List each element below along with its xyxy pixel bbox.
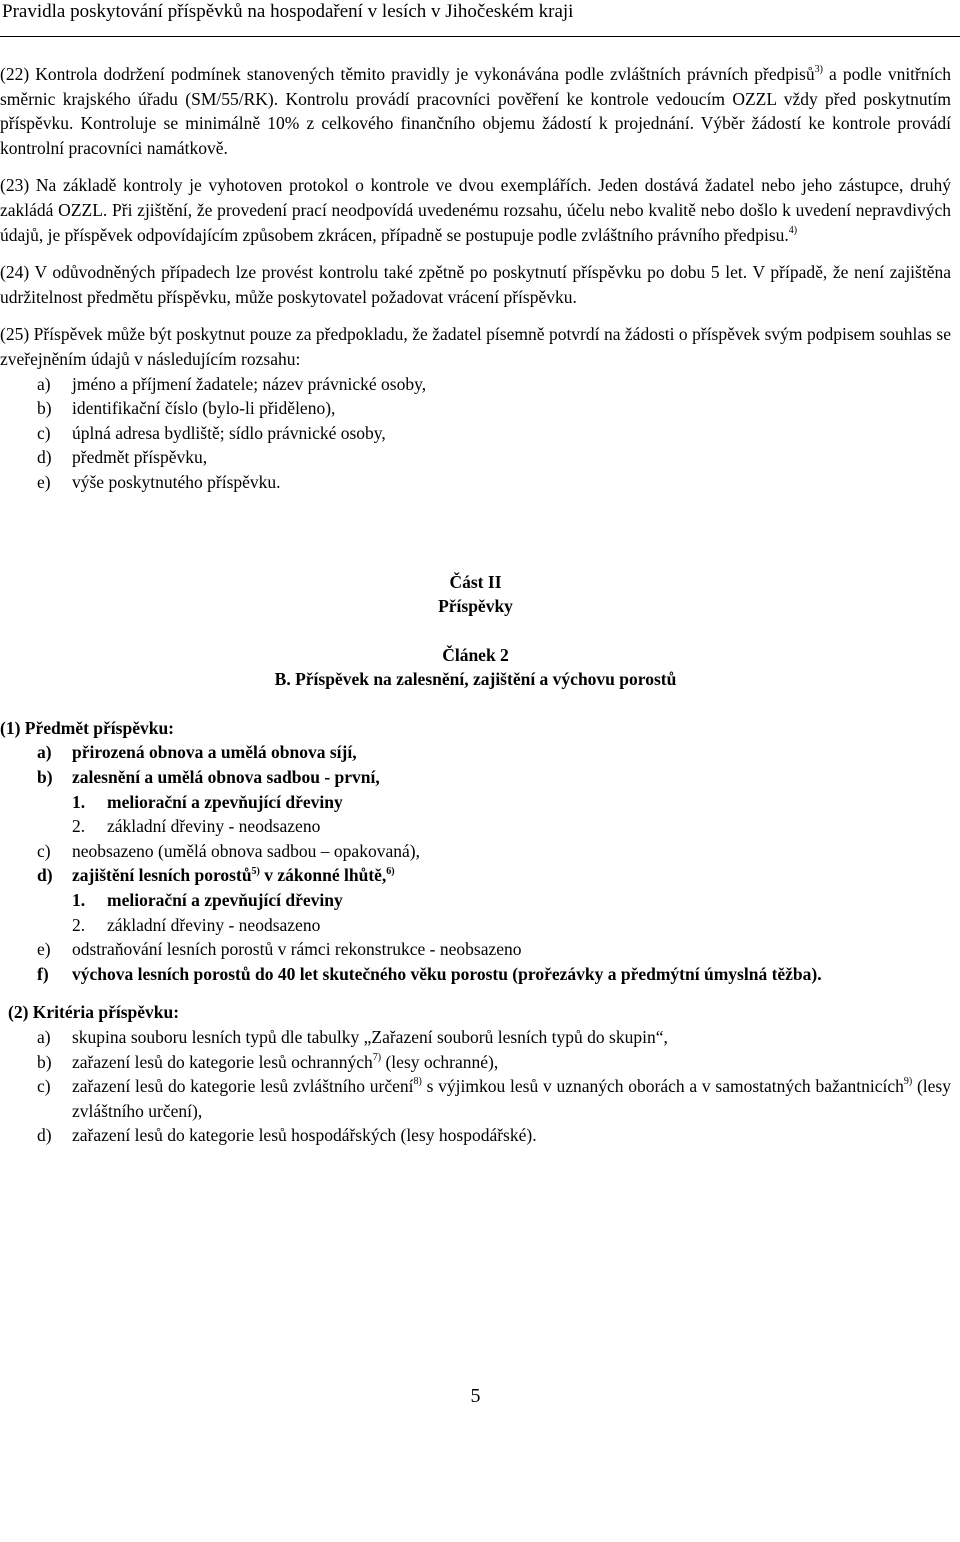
footnote-ref-3: 3)	[814, 64, 823, 76]
list-item-text: předmět příspěvku,	[72, 447, 208, 468]
list-item-label: d)	[37, 865, 53, 886]
document-body	[0, 62, 951, 1407]
sub-list-item	[0, 888, 951, 913]
list-item-label: c)	[37, 422, 51, 443]
paragraph-22-text-2: a podle vnitřních směrnic krajského úřadu (SM/55/RK). Kontrolu provádí pracovníci pověření ke kontrole vedoucím OZZL vždy před poskytnutím příspěvku. Kontroluje se minimálně 10% z celkového finančního objemu žádostí k projednání. Výběr žádostí ke kontrole provádí kontrolní pracovníci namátkově.	[0, 64, 951, 158]
list-item-text: přirozená obnova a umělá obnova síjí,	[72, 742, 357, 763]
list-item	[0, 470, 951, 495]
list-item-label: a)	[37, 1027, 51, 1047]
list-item	[0, 962, 951, 987]
list-item-text: výchova lesních porostů do 40 let skutečného věku porostu (prořezávky a předmýtní úmyslná těžba).	[72, 963, 822, 984]
subject-heading: (1) Předmět příspěvku:	[0, 717, 175, 738]
list-item	[0, 421, 951, 446]
consent-list	[0, 372, 951, 495]
list-item-label: 2.	[72, 914, 86, 935]
list-item	[0, 863, 951, 888]
list-item-text: odstraňování lesních porostů v rámci rekonstrukce - neobsazeno	[72, 939, 522, 960]
sub-list-item	[0, 814, 951, 839]
paragraph-23	[0, 173, 951, 247]
paragraph-24: (24) V odůvodněných případech lze provést kontrolu také zpětně po poskytnutí příspěvku po dobu 5 let. V případě, že není zajištěna udržitelnost předmětu příspěvku, může poskytovatel požadovat vrácení příspěvku.	[0, 262, 951, 307]
part-heading: Část II	[449, 571, 502, 592]
list-item-text: (lesy zvláštního určení),	[72, 1076, 951, 1121]
page-number: 5	[470, 1385, 481, 1407]
footnote-ref-5: 5)	[251, 865, 260, 877]
page-header	[0, 0, 960, 37]
list-item-label: d)	[37, 1125, 52, 1146]
list-item-text: zařazení lesů do kategorie lesů hospodářských (lesy hospodářské).	[72, 1125, 537, 1146]
list-item	[0, 937, 951, 962]
footnote-ref-4: 4)	[788, 224, 798, 236]
list-item	[0, 396, 951, 421]
list-item-label: a)	[37, 742, 52, 763]
list-item-label: 1.	[72, 890, 86, 911]
article-title: B. Příspěvek na zalesnění, zajištění a výchovu porostů	[274, 669, 677, 690]
list-item-label: e)	[37, 471, 51, 492]
list-item-text: identifikační číslo (bylo-li přiděleno),	[72, 398, 336, 419]
criteria-heading: (2) Kritéria příspěvku:	[8, 1002, 180, 1023]
list-item	[0, 765, 951, 790]
list-item-label: c)	[37, 840, 51, 861]
list-item	[0, 445, 951, 470]
list-item-text: meliorační a zpevňující dřeviny	[107, 791, 343, 812]
list-item-text: meliorační a zpevňující dřeviny	[107, 890, 343, 911]
sub-list-item	[0, 913, 951, 938]
list-item-label: f)	[37, 963, 49, 984]
list-item-label: e)	[37, 939, 51, 960]
footnote-ref-8: 8)	[413, 1076, 422, 1088]
footnote-ref-7: 7)	[372, 1051, 382, 1063]
list-item-label: 2.	[72, 816, 86, 837]
list-item-text: skupina souboru lesních typů dle tabulky „Zařazení souborů lesních typů do skupin“,	[72, 1027, 668, 1047]
list-item-label: 1.	[72, 791, 86, 812]
list-item-text: neobsazeno (umělá obnova sadbou – opakovaná),	[72, 840, 420, 861]
list-item	[0, 1050, 951, 1075]
list-item	[0, 1025, 951, 1050]
article-heading: Článek 2	[442, 644, 509, 665]
list-item-text: úplná adresa bydliště; sídlo právnické osoby,	[72, 422, 386, 443]
list-item-text: zařazení lesů do kategorie lesů zvláštního určení	[72, 1076, 414, 1097]
list-item-label: c)	[37, 1076, 51, 1097]
paragraph-22	[0, 62, 951, 160]
list-item-label: a)	[37, 373, 51, 394]
list-item-text: výše poskytnutého příspěvku.	[72, 471, 281, 492]
list-item-text: s výjimkou lesů v uznaných oborách a v samostatných bažantnicích	[421, 1076, 904, 1097]
footnote-ref-9: 9)	[903, 1076, 913, 1088]
list-item-text: jméno a příjmení žadatele; název právnické osoby,	[72, 373, 427, 394]
list-item-text: (lesy ochranné),	[381, 1051, 499, 1072]
list-item-text: základní dřeviny - neodsazeno	[107, 914, 321, 935]
list-item	[0, 839, 951, 864]
part-title: Příspěvky	[438, 596, 513, 617]
list-item-text: zalesnění a umělá obnova sadbou - první,	[72, 767, 380, 788]
list-item	[0, 1123, 951, 1148]
header-title: Pravidla poskytování příspěvků na hospodaření v lesích v Jihočeském kraji	[2, 1, 574, 22]
list-item	[0, 740, 951, 765]
list-item-label: d)	[37, 447, 52, 468]
list-item	[0, 372, 951, 397]
list-item	[0, 1074, 951, 1123]
list-item-text: zajištění lesních porostů	[72, 865, 252, 886]
list-item-text: základní dřeviny - neodsazeno	[107, 816, 321, 837]
footnote-ref-6: 6)	[386, 865, 395, 877]
list-item-label: b)	[37, 398, 52, 419]
list-item-text: zařazení lesů do kategorie lesů ochranných	[72, 1051, 373, 1072]
paragraph-25: (25) Příspěvek může být poskytnut pouze za předpokladu, že žadatel písemně potvrdí na žádosti o příspěvek svým podpisem souhlas se zveřejněním údajů v následujícím rozsahu:	[0, 324, 951, 369]
paragraph-23-text: (23) Na základě kontroly je vyhotoven protokol o kontrole ve dvou exemplářích. Jeden dostává žadatel nebo jeho zástupce, druhý zakládá OZZL. Při zjištění, že provedení prací neodpovídá uvedenému rozsahu, účelu nebo kvalitě nebo došlo k uvedení nepravdivých údajů, je příspěvek odpovídajícím způsobem zkrácen, případně se postupuje podle zvláštního právního předpisu.	[0, 175, 951, 245]
paragraph-22-text-1: (22) Kontrola dodržení podmínek stanovených těmito pravidly je vykonávána podle zvláštních právních předpisů	[0, 64, 815, 84]
sub-list-item	[0, 790, 951, 815]
list-item-label: b)	[37, 1051, 52, 1072]
list-item-text: v zákonné lhůtě,	[259, 865, 387, 886]
list-item-label: b)	[37, 767, 53, 788]
